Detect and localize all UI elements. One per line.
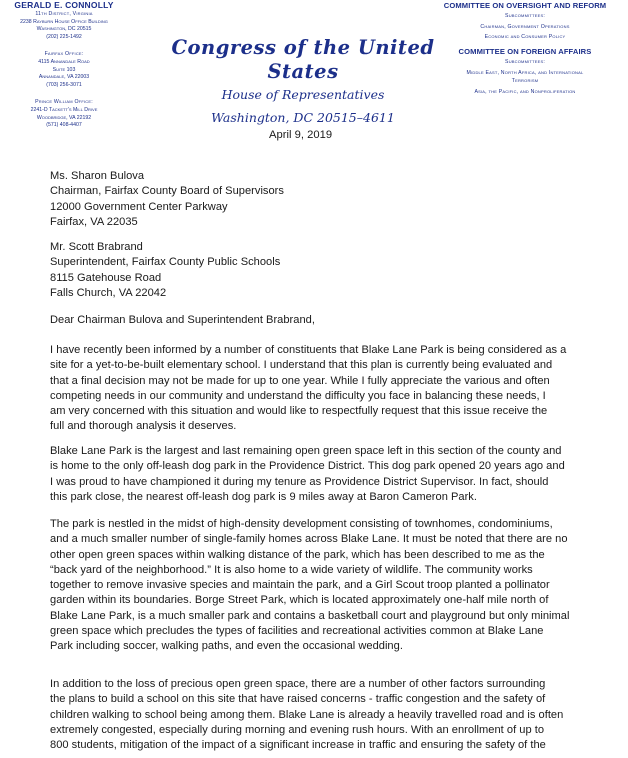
paragraph-line: is home to the only off-leash dog park in the Providence District. This dog park opened 20 years ago and [50,460,565,473]
letter-date: April 9, 2019 [269,129,333,141]
address-line: Falls Church, VA 22042 [50,286,167,299]
paragraph-line: Blake Lane Park, is a much smaller park and contains a basketball court and playground but only minimal [50,609,570,622]
paragraph-line: children walking to school being among them. Blake Lane is already a heavily travelled road and is often [50,708,564,721]
paragraph-line: garden within its boundaries. Borge Street Park, which is located approximately one-half mile north of [50,594,549,607]
paragraph-line: 800 students, mitigation of the impact of a significant increase in traffic and ensuring the safety of the [50,739,546,752]
paragraph-line: other open green spaces within walking distance of the park, which has been described to me as the [50,548,545,561]
subcommittee-item: Chairman, Government Operations [480,24,570,30]
fairfax-office-line: Suite 103 [52,66,76,73]
committee-block [422,0,628,96]
paragraph-line: “back yard of the neighborhood.” It is also home to a wide variety of wildlife. The community works [50,563,533,576]
address-line: Superintendent, Fairfax County Public Schools [50,256,281,269]
paragraph [50,517,570,655]
recipient-address-1 [50,169,284,230]
paragraph-line: site for a yet-to-be-built elementary school. I understand that this plan is currently being evaluated and [50,359,553,372]
paragraph-line: that a final decision may not be made for up to one year. While I fully appreciate the various and often [50,374,550,387]
subcommittee-item: Economic and Consumer Policy [484,34,566,40]
paragraph-line: Park including soccer, walking paths, and even the occasional wedding. [50,640,403,653]
committee-foreign-affairs: COMMITTEE ON FOREIGN AFFAIRS [458,47,592,56]
paragraph-line: extremely congested, especially during morning and evening rush hours. With an enrollment of up to [50,723,545,736]
paragraph-line: am very concerned with this situation and would like to respectfully request that this issue receive the [50,405,548,418]
paragraph-line: competing needs in our community and understand the difficulty you face in balancing these needs, I [50,389,546,402]
member-name: GERALD E. CONNOLLY [14,0,114,10]
pw-office-phone: (571) 408-4407 [46,122,82,129]
member-office-block [0,0,128,130]
house-title: House of Representatives [221,87,385,102]
paragraph [50,444,565,505]
subcommittee-item: Middle East, North Africa, and International [466,70,584,76]
address-line: Chairman, Fairfax County Board of Supervisors [50,185,284,198]
subcommittee-item: Asia, the Pacific, and Nonproliferation [474,89,576,95]
dc-office-line: 2238 Rayburn House Office Building [20,18,108,25]
recipient-address-2 [50,240,280,301]
address-line: 12000 Government Center Parkway [50,200,228,213]
paragraph-line: Blake Lane Park is the largest and last remaining open green space left in this section of the county and [50,445,562,457]
salutation: Dear Chairman Bulova and Superintendent Brabrand, [50,314,315,326]
paragraph-line: The park is nestled in the midst of high-density development consisting of townhomes, condominiums, [50,518,553,530]
address-line: Ms. Sharon Bulova [50,170,145,182]
dc-office-line: Washington, DC 20515 [36,26,92,33]
pw-office-line: 2241-D Tackett's Mill Drive [30,106,98,113]
paragraph-line: the plans to build a school on this site that have raised concerns - traffic congestion and the safety of [50,693,546,706]
paragraph-line: I was proud to have championed it during my tenure as Providence District Supervisor. In fact, should [50,475,549,488]
subcommittee-item: Terrorism [511,78,539,84]
dc-office-phone: (202) 225-1492 [46,33,82,40]
pw-office-label: Prince William Office: [35,99,93,106]
congress-title: Congress of the United States [171,36,435,83]
fairfax-office-phone: (703) 256-3071 [46,81,82,88]
committee-oversight: COMMITTEE ON OVERSIGHT AND REFORM [443,1,607,10]
address-line: Fairfax, VA 22035 [50,215,138,228]
fairfax-office-line: 4115 Annandale Road [38,58,90,65]
subcommittees-label: Subcommittees: [505,59,545,65]
fairfax-office-line: Annandale, VA 22003 [38,74,90,81]
member-district: 11th District, Virginia [35,11,93,17]
washington-address: Washington, DC 20515–4611 [211,110,395,125]
paragraph [50,343,567,435]
paragraph [50,677,562,753]
paragraph-line: green space which precludes the types of facilities and recreational activities common at Blake Lane [50,625,544,638]
letterhead-masthead [148,36,458,127]
address-line: Mr. Scott Brabrand [50,241,143,253]
pw-office-line: Woodbridge, VA 22192 [36,114,92,121]
fairfax-office-label: Fairfax Office: [44,51,84,58]
paragraph-line: In addition to the loss of precious open green space, there are a number of other factors surrounding [50,678,546,690]
subcommittees-label: Subcommittees: [505,13,545,19]
paragraph-line: full and thorough analysis it deserves. [50,420,237,433]
paragraph-line: and a much smaller number of single-family homes across Blake Lane. It must be noted that there are no [50,533,568,546]
paragraph-line: I have recently been informed by a number of constituents that Blake Lane Park is being considered as a [50,344,567,356]
paragraph-line: together to remove invasive species and maintain the park, and a Girl Scout troop planted a pollinator [50,579,550,592]
paragraph-line: this park close, the nearest off-leash dog park is 9 miles away at Baron Cameron Park. [50,490,477,503]
address-line: 8115 Gatehouse Road [50,271,162,284]
